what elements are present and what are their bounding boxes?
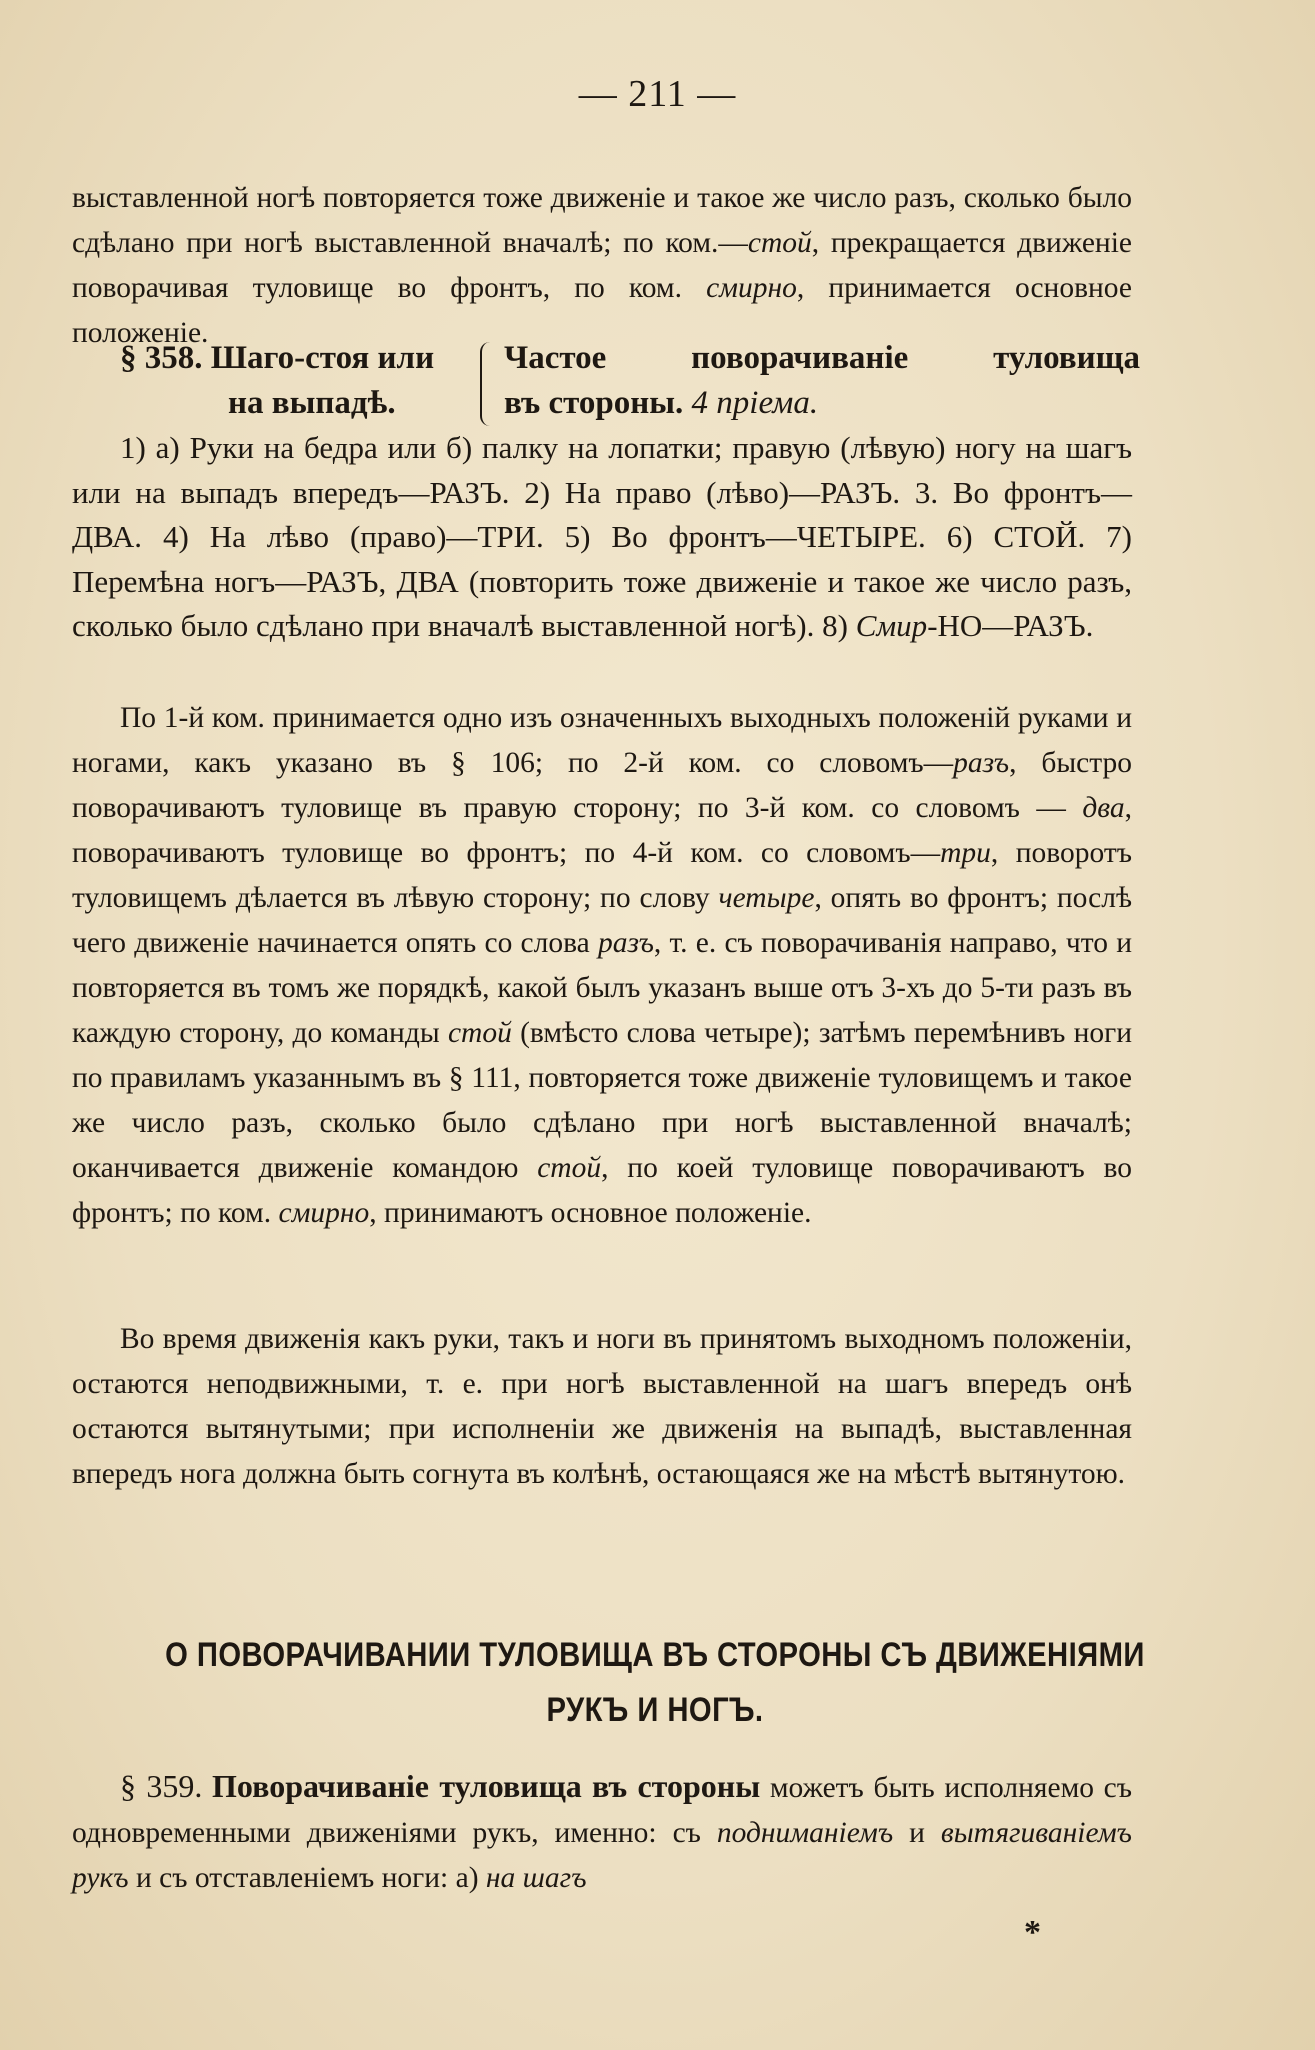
section-359-paragraph	[72, 1764, 1132, 1901]
section-359-title: Поворачиваніе туловища въ стороны	[212, 1768, 761, 1804]
text-run: и съ отставленіемъ ноги: а)	[128, 1862, 486, 1894]
page-number: — 211 —	[578, 73, 737, 115]
emphasis-text: вытягиваніемъ рукъ	[72, 1817, 1132, 1894]
section-358-heading	[120, 336, 1140, 431]
exercise-title: Частое поворачиваніе туловища	[504, 340, 1140, 376]
commands-paragraph	[72, 426, 1132, 649]
section-358-title: § 358. Шаго-стоя или	[120, 340, 435, 376]
footer-mark: *	[1024, 1914, 1041, 1951]
text-run: , прекращается движеніе поворачивая туловище во фронтъ, по ком.	[72, 227, 1132, 304]
emphasis-text: стой	[747, 227, 812, 259]
text-run: По 1-й ком. принимается одно изъ означенныхъ выходныхъ положеній руками и ногами, какъ указано въ § 106; по 2-й ком. со словомъ—	[72, 702, 1132, 779]
section-358-right	[504, 336, 1140, 426]
section-358-subtitle: на выпадѣ.	[228, 385, 396, 421]
text-run: , поворачиваютъ туловище во фронтъ; по 4-й ком. со словомъ—	[72, 792, 1132, 869]
chapter-heading-line2: РУКЪ И НОГЪ.	[546, 1691, 764, 1729]
text-run: и	[893, 1817, 941, 1849]
text-run: , по коей туловище поворачиваютъ во фронтъ; по ком.	[72, 1152, 1132, 1229]
text-run: выставленной ногѣ повторяется тоже движеніе и такое же число разъ, сколько было сдѣлано при ногѣ выставленной вначалѣ; по ком.—	[72, 182, 1132, 259]
text-run: (вмѣсто слова четыре); затѣмъ перемѣнивъ ноги по правиламъ указаннымъ въ § 111, повторяется тоже движеніе туловищемъ и такое же число разъ, сколько было сдѣлано при ногѣ выставленной вначалѣ; оканчивается движеніе командою	[72, 1017, 1132, 1184]
emphasis-text: три	[940, 837, 991, 869]
chapter-heading	[143, 1628, 1166, 1738]
text-run: , принимается основное положеніе.	[72, 272, 1132, 349]
section-358-left	[120, 336, 480, 426]
emphasis-text: четыре	[718, 882, 815, 914]
text-run: , быстро поворачиваютъ туловище въ правую сторону; по 3-й ком. со словомъ —	[72, 747, 1132, 824]
emphasis-text: на шагъ	[485, 1862, 587, 1894]
text-run: , принимаютъ основное положеніе.	[369, 1197, 812, 1229]
explanation-paragraph	[72, 696, 1132, 1236]
brace-divider	[480, 342, 496, 426]
text-run: 1) а) Руки на бедра или б) палку на лопатки; правую (лѣвую) ногу на шагъ или на выпадъ впередъ—РАЗЪ. 2) На право (лѣво)—РАЗЪ. 3. Во фронтъ—ДВА. 4) На лѣво (право)—ТРИ. 5) Во фронтъ—ЧЕТЫРЕ. 6) СТОЙ. 7) Перемѣна ногъ—РАЗЪ, ДВА (повторить тоже движеніе и такое же число разъ, сколько было сдѣлано при вначалѣ выставленной ногѣ). 8)	[72, 430, 1132, 643]
continued-paragraph	[72, 176, 1132, 356]
exercise-title-text: въ стороны.	[504, 385, 684, 421]
exercise-title-cont	[504, 381, 1140, 426]
chapter-heading-line1: О ПОВОРАЧИВАНИИ ТУЛОВИЩА ВЪ СТОРОНЫ СЪ ДВИЖЕНІЯМИ	[165, 1636, 1145, 1674]
emphasis-text: Смир	[855, 608, 928, 643]
text-run: можетъ быть исполняемо съ одновременными движеніями рукъ, именно: съ	[72, 1772, 1133, 1849]
text-run: , опять во фронтъ; послѣ чего движеніе начинается опять со слова	[72, 882, 1132, 959]
exercise-count: 4 пріема.	[691, 385, 819, 421]
text-run: , т. е. съ поворачиванія направо, что и повторяется въ томъ же порядкѣ, какой былъ указанъ выше отъ 3-хъ до 5-ти разъ въ каждую сторону, до команды	[72, 927, 1132, 1049]
emphasis-text: стой	[447, 1017, 512, 1049]
emphasis-text: разъ	[597, 927, 654, 959]
text-run: , поворотъ туловищемъ дѣлается въ лѣвую сторону; по слову	[72, 837, 1132, 914]
emphasis-text: смирно	[278, 1197, 370, 1229]
emphasis-text: подниманіемъ	[716, 1817, 894, 1849]
section-359-number: § 359.	[120, 1768, 203, 1804]
text-run: -НО—РАЗЪ.	[927, 608, 1094, 643]
emphasis-text: два	[1082, 792, 1125, 824]
emphasis-text: разъ	[953, 747, 1010, 779]
emphasis-text: стой	[537, 1152, 602, 1184]
note-paragraph: Во время движенія какъ руки, такъ и ноги въ принятомъ выходномъ положеніи, остаются неподвижными, т. е. при ногѣ выставленной на шагъ впередъ онѣ остаются вытянутыми; при исполненіи же движенія на выпадѣ, выставленная впередъ нога должна быть согнута въ колѣнѣ, остающаяся же на мѣстѣ вытянутою.	[72, 1323, 1132, 1490]
emphasis-text: смирно	[706, 272, 797, 304]
